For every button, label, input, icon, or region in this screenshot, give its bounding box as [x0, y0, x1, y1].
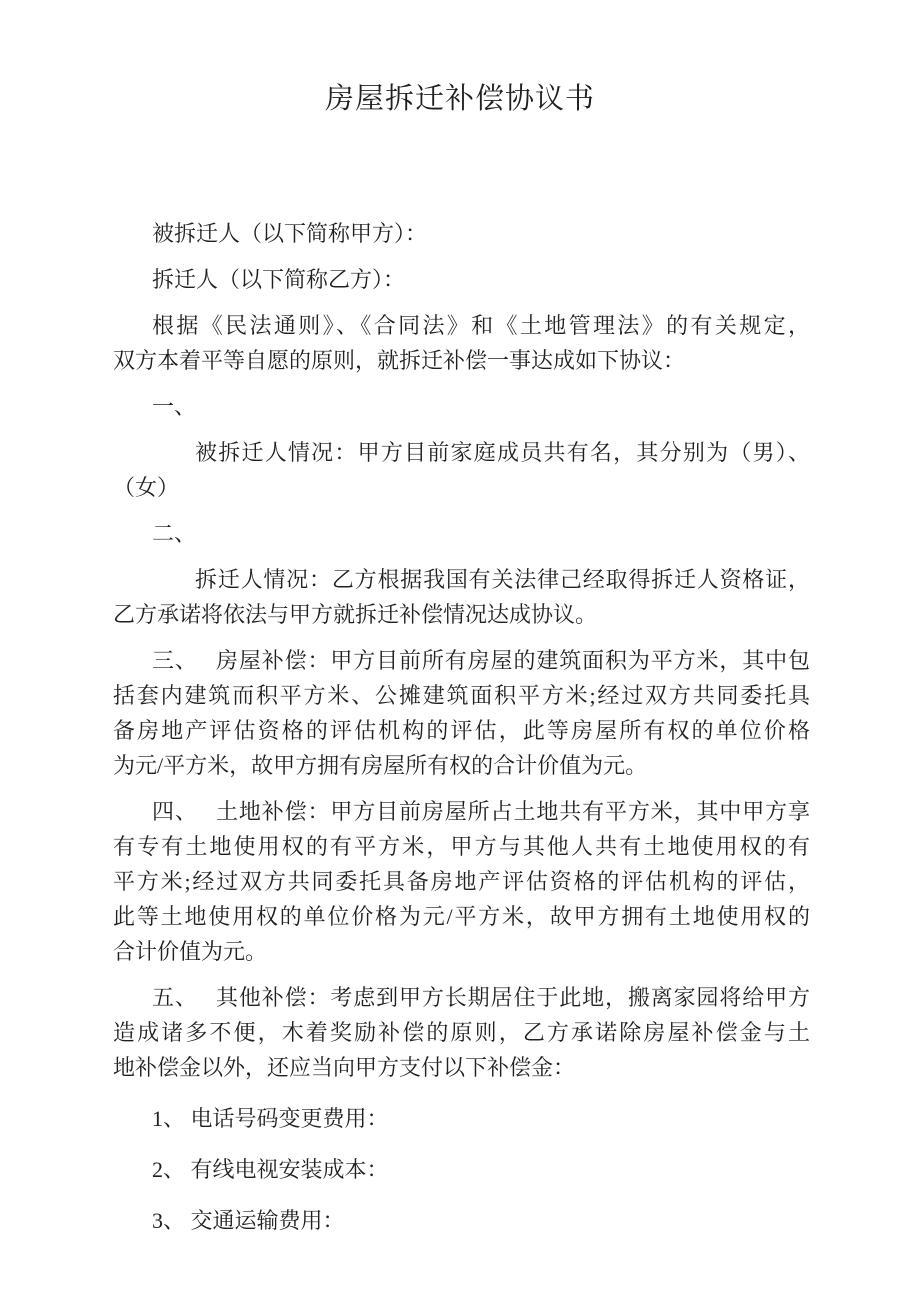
text-line: 此等土地使用权的单位价格为元/平方米，故甲方拥有土地使用权的	[113, 904, 810, 929]
list-item-paragraph	[113, 1101, 810, 1136]
paragraph	[113, 216, 810, 251]
list-item-paragraph	[113, 1152, 810, 1187]
text-line: 五、 其他补偿：考虑到甲方长期居住于此地，搬离家园将给甲方	[152, 985, 810, 1010]
text-line: 有专有土地使用权的有平方米，甲方与其他人共有土地使用权的有	[113, 834, 810, 859]
paragraph	[113, 435, 810, 505]
text-line: 二、	[152, 521, 197, 546]
text-line: 被拆迁人（以下简称甲方）：	[152, 221, 428, 246]
paragraph	[113, 262, 810, 297]
text-line: 拆迁人（以下简称乙方）：	[152, 267, 406, 292]
text-line: 四、 土地补偿：甲方目前房屋所占土地共有平方米，其中甲方享	[152, 799, 810, 824]
paragraph	[113, 794, 810, 969]
paragraph	[113, 562, 810, 632]
list-item-paragraph	[113, 1203, 810, 1238]
document-body	[113, 216, 810, 1238]
paragraph	[113, 643, 810, 783]
text-line: 括套内建筑而积平方米、公摊建筑面积平方米;经过双方共同委托具	[113, 683, 810, 708]
text-line: 双方本着平等自愿的原则，就拆迁补偿一事达成如下协议：	[113, 348, 686, 373]
text-line: 为元/平方米，故甲方拥有房屋所有权的合计价值为元。	[113, 753, 648, 778]
text-line: 地补偿金以外，还应当向甲方支付以下补偿金：	[113, 1055, 576, 1080]
text-line: （女）	[113, 475, 180, 500]
text-line: 造成诸多不便，木着奖励补偿的原则，乙方承诺除房屋补偿金与土	[113, 1020, 810, 1045]
text-line: 2、 有线电视安装成本：	[152, 1157, 389, 1182]
paragraph	[113, 516, 810, 551]
paragraph	[113, 980, 810, 1085]
text-line: 3、 交通运输费用：	[152, 1208, 345, 1233]
text-line: 被拆迁人情况：甲方目前家庭成员共有名，其分别为（男）、	[195, 440, 810, 465]
doc-title: 房屋拆迁补偿协议书	[324, 83, 595, 115]
text-line: 乙方承诺将依法与甲方就拆迁补偿情况达成协议。	[113, 602, 598, 627]
text-line: 1、 电话号码变更费用：	[152, 1106, 389, 1131]
text-line: 合计价值为元。	[113, 939, 268, 964]
paragraph	[113, 308, 810, 378]
text-line: 拆迁人情况：乙方根据我国有关法律己经取得拆迁人资格证，	[195, 567, 810, 592]
paragraph	[113, 389, 810, 424]
text-line: 三、 房屋补偿：甲方目前所有房屋的建筑面积为平方米，其中包	[152, 648, 810, 673]
text-line: 根据《民法通则》、《合同法》和《土地管理法》的有关规定，	[152, 313, 810, 338]
text-line: 备房地产评估资格的评估机构的评估，此等房屋所有权的单位价格	[113, 718, 810, 743]
text-line: 一、	[152, 394, 197, 419]
text-line: 平方米;经过双方共同委托具备房地产评估资格的评估机构的评估，	[113, 869, 810, 894]
